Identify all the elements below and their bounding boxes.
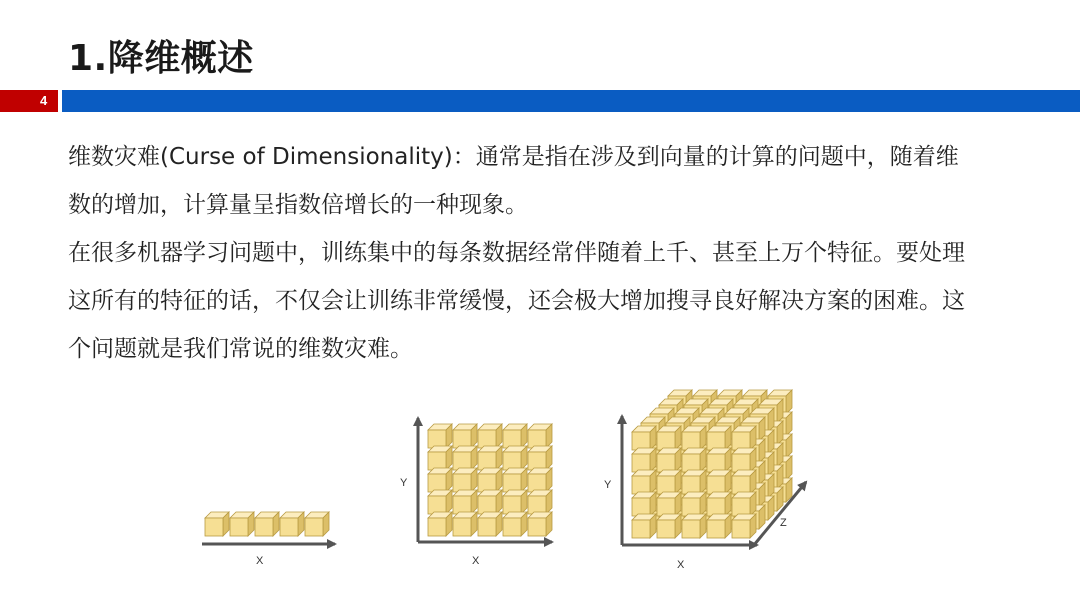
cube (503, 468, 527, 492)
cube (428, 468, 452, 492)
cube (205, 512, 229, 536)
cube (503, 424, 527, 448)
z-axis-label-3d: Z (780, 517, 787, 529)
y-axis-label-3d: Y (604, 479, 612, 491)
cube (478, 468, 502, 492)
cubes-3d (632, 390, 792, 538)
cube (732, 470, 756, 494)
dimensionality-diagram (0, 370, 1080, 608)
cube (255, 512, 279, 536)
cube (528, 490, 552, 514)
slide-title: 1.降维概述 (68, 38, 254, 79)
cube (732, 426, 756, 450)
cube (428, 490, 452, 514)
cube (682, 470, 706, 494)
cube (478, 490, 502, 514)
cube (632, 426, 656, 450)
panel-2d (400, 418, 552, 567)
panel-3d (604, 390, 806, 571)
paragraph-ml-features: 在很多机器学习问题中，训练集中的每条数据经常伴随着上千、甚至上万个特征。要处理这所有的特征的话，不仅会让训练非常缓慢，还会极大增加搜寻良好解决方案的困难。这个问题就是我们常说的维数灾难。 (68, 240, 965, 362)
cube (707, 514, 731, 538)
cube (503, 490, 527, 514)
title-underline-bar (62, 90, 1080, 112)
cube (707, 426, 731, 450)
paragraph-curse-definition: 维数灾难(Curse of Dimensionality)：通常是指在涉及到向量的计算的问题中，随着维数的增加，计算量呈指数倍增长的一种现象。 (68, 144, 959, 218)
cube (657, 426, 681, 450)
cube (732, 514, 756, 538)
cube (453, 446, 477, 470)
cube (428, 424, 452, 448)
cube (632, 470, 656, 494)
cube (732, 492, 756, 516)
cube (428, 512, 452, 536)
cube (230, 512, 254, 536)
cube (453, 468, 477, 492)
cube (707, 448, 731, 472)
cube (707, 492, 731, 516)
cube (682, 514, 706, 538)
cube (478, 424, 502, 448)
cube (453, 490, 477, 514)
cube (682, 426, 706, 450)
cube (657, 448, 681, 472)
cube (657, 514, 681, 538)
cube (528, 512, 552, 536)
cube (528, 424, 552, 448)
cube (707, 470, 731, 494)
cube (503, 512, 527, 536)
cube (528, 446, 552, 470)
cube (632, 514, 656, 538)
cube (657, 492, 681, 516)
cube (478, 446, 502, 470)
cube (528, 468, 552, 492)
panel-1d (202, 512, 335, 567)
body-text (68, 133, 968, 373)
x-axis-label-2d: X (472, 555, 480, 567)
cube (632, 448, 656, 472)
cube (428, 446, 452, 470)
cubes-1d (205, 512, 329, 536)
cube (732, 448, 756, 472)
cube (632, 492, 656, 516)
cube (280, 512, 304, 536)
cubes-2d (428, 424, 552, 536)
page-number: 4 (40, 93, 48, 108)
cube (453, 512, 477, 536)
y-axis-label-2d: Y (400, 477, 408, 489)
cube (305, 512, 329, 536)
cube (503, 446, 527, 470)
cube (657, 470, 681, 494)
page-number-bar (0, 90, 58, 112)
cube (682, 492, 706, 516)
x-axis-label-1d: X (256, 555, 264, 567)
cube (453, 424, 477, 448)
cube (682, 448, 706, 472)
cube (478, 512, 502, 536)
x-axis-label-3d: X (677, 559, 685, 571)
